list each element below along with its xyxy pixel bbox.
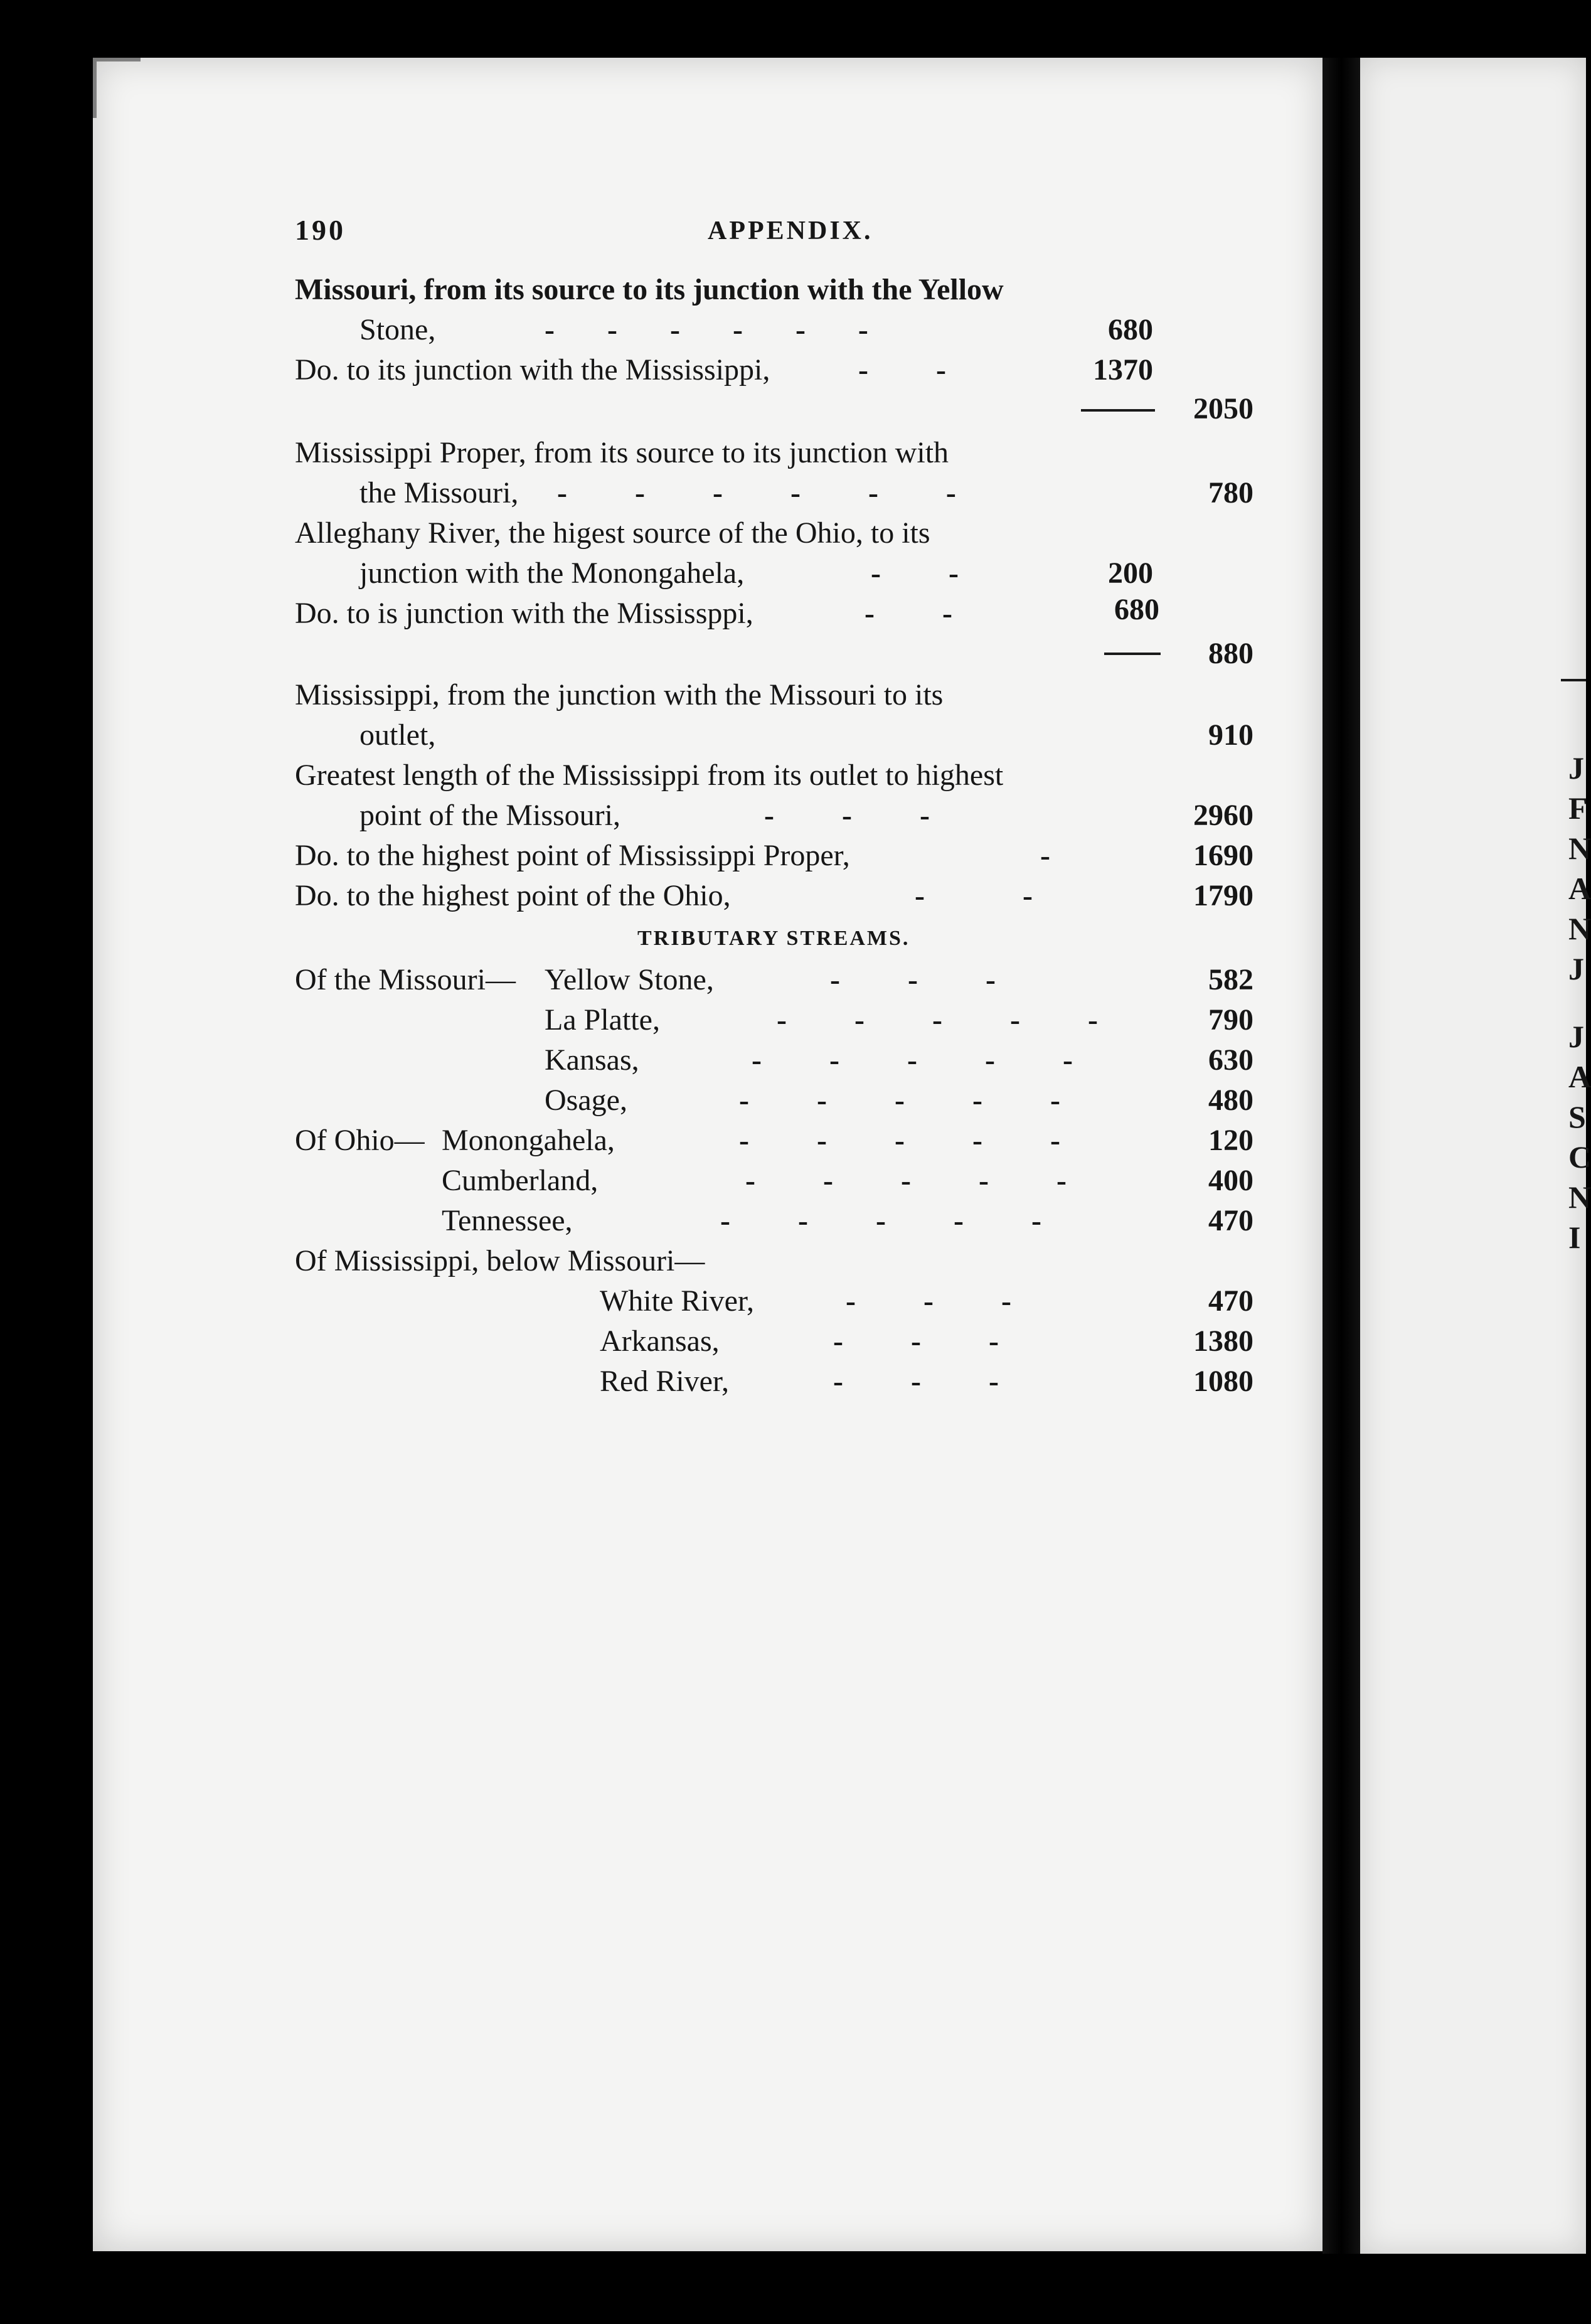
leader-dots: - - - - - [745, 1164, 1067, 1197]
leader-dots: - - [915, 879, 1033, 912]
tributary-monongahela: Monongahela, [442, 1124, 615, 1157]
leader-dots: - - - [846, 1284, 1011, 1318]
value-alleghany: 200 [1108, 557, 1153, 590]
leader-dots: - - - - - [720, 1204, 1041, 1237]
leader-dots: - - - - - [739, 1124, 1060, 1157]
leader-dots: - - - - - - [545, 313, 868, 346]
facing-rule [1561, 679, 1586, 681]
value-ohio-mississippi: 680 [1114, 593, 1159, 626]
entry-missouri-source-line2: Stone, [359, 313, 436, 346]
facing-letter: I [1568, 1220, 1581, 1255]
sum-rule [1104, 653, 1161, 655]
facing-letter: N [1568, 831, 1591, 866]
running-head: APPENDIX. [708, 216, 873, 245]
value-kansas: 630 [1208, 1043, 1253, 1077]
facing-letter: J [1568, 1019, 1584, 1054]
entry-ohio-to-mississippi: Do. to is junction with the Mississppi, [295, 597, 753, 630]
leader-dots: - - - - - [739, 1084, 1060, 1117]
leader-dots: - - [858, 353, 946, 386]
value-osage: 480 [1208, 1084, 1253, 1117]
value-mississippi-proper: 780 [1208, 476, 1253, 509]
total-missouri: 2050 [1193, 392, 1253, 425]
entry-greatest-length-line2: point of the Missouri, [359, 799, 620, 832]
entry-to-mississippi-proper: Do. to the highest point of Mississippi Proper, [295, 839, 850, 872]
leader-dots: - - [871, 557, 959, 590]
page-number: 190 [295, 214, 346, 246]
leader-dots: - - - - - - [557, 476, 956, 509]
facing-letter: C [1568, 1139, 1591, 1175]
value-red-river: 1080 [1193, 1365, 1253, 1398]
entry-missouri-source-line1: Missouri, from its source to its junction with the Yellow [295, 273, 1004, 306]
leader-dots: - - - [833, 1365, 999, 1398]
book-gutter [1322, 58, 1360, 2254]
leader-dots: - - - [764, 799, 930, 832]
facing-letter: J [1568, 750, 1584, 786]
group-label-mississippi: Of Mississippi, below Missouri— [295, 1244, 705, 1277]
leader-dots: - - [865, 597, 952, 630]
tributary-la-platte: La Platte, [545, 1003, 660, 1037]
value-white-river: 470 [1208, 1284, 1253, 1318]
value-to-ohio: 1790 [1193, 879, 1253, 912]
value-missouri-yellowstone: 680 [1108, 313, 1153, 346]
facing-page-edge [1360, 58, 1591, 2254]
value-monongahela: 120 [1208, 1124, 1253, 1157]
entry-mississippi-proper-line2: the Missouri, [359, 476, 519, 509]
value-cumberland: 400 [1208, 1164, 1253, 1197]
facing-letter: S [1568, 1099, 1586, 1134]
value-mississippi-outlet: 910 [1208, 718, 1253, 752]
leader-dots: - - - - - [777, 1003, 1098, 1037]
facing-letter: N [1568, 911, 1591, 946]
entry-mississippi-proper-line1: Mississippi Proper, from its source to its junction with [295, 436, 949, 469]
value-la-platte: 790 [1208, 1003, 1253, 1037]
value-arkansas: 1380 [1193, 1325, 1253, 1358]
value-to-mississippi-proper: 1690 [1193, 839, 1253, 872]
tributary-heading: TRIBUTARY STREAMS. [637, 927, 910, 950]
entry-mississippi-outlet-line1: Mississippi, from the junction with the Missouri to its [295, 678, 944, 712]
entry-missouri-to-mississippi: Do. to its junction with the Mississippi, [295, 353, 770, 386]
total-ohio: 880 [1208, 637, 1253, 670]
facing-letter: A [1568, 1059, 1591, 1094]
entry-to-ohio: Do. to the highest point of the Ohio, [295, 879, 731, 912]
tributary-red-river: Red River, [600, 1365, 730, 1398]
facing-letter: J [1568, 951, 1584, 986]
leader-dots: - [1040, 839, 1050, 872]
entry-alleghany-line2: junction with the Monongahela, [359, 557, 745, 590]
entry-alleghany-line1: Alleghany River, the higest source of the Ohio, to its [295, 516, 930, 550]
entry-mississippi-outlet-line2: outlet, [359, 718, 436, 752]
tributary-kansas: Kansas, [545, 1043, 639, 1077]
facing-letter: F [1568, 791, 1588, 826]
value-tennessee: 470 [1208, 1204, 1253, 1237]
leader-dots: - - - [833, 1325, 999, 1358]
value-yellow-stone: 582 [1208, 963, 1253, 996]
leader-dots: - - - [830, 963, 996, 996]
sum-rule [1081, 409, 1155, 412]
tributary-arkansas: Arkansas, [600, 1325, 720, 1358]
leader-dots: - - - - - [752, 1043, 1073, 1077]
entry-greatest-length-line1: Greatest length of the Mississippi from its outlet to highest [295, 759, 1004, 792]
value-missouri-mississippi: 1370 [1093, 353, 1153, 386]
tributary-yellow-stone: Yellow Stone, [545, 963, 714, 996]
tributary-tennessee: Tennessee, [442, 1204, 573, 1237]
tributary-osage: Osage, [545, 1084, 627, 1117]
value-greatest-length: 2960 [1193, 799, 1253, 832]
facing-letter: A [1568, 871, 1591, 906]
tributary-cumberland: Cumberland, [442, 1164, 599, 1197]
group-label-ohio: Of Ohio— [295, 1124, 425, 1157]
book-page [93, 58, 1322, 2251]
facing-letter: N [1568, 1180, 1591, 1215]
group-label-missouri: Of the Missouri— [295, 963, 516, 996]
tributary-white-river: White River, [600, 1284, 754, 1318]
